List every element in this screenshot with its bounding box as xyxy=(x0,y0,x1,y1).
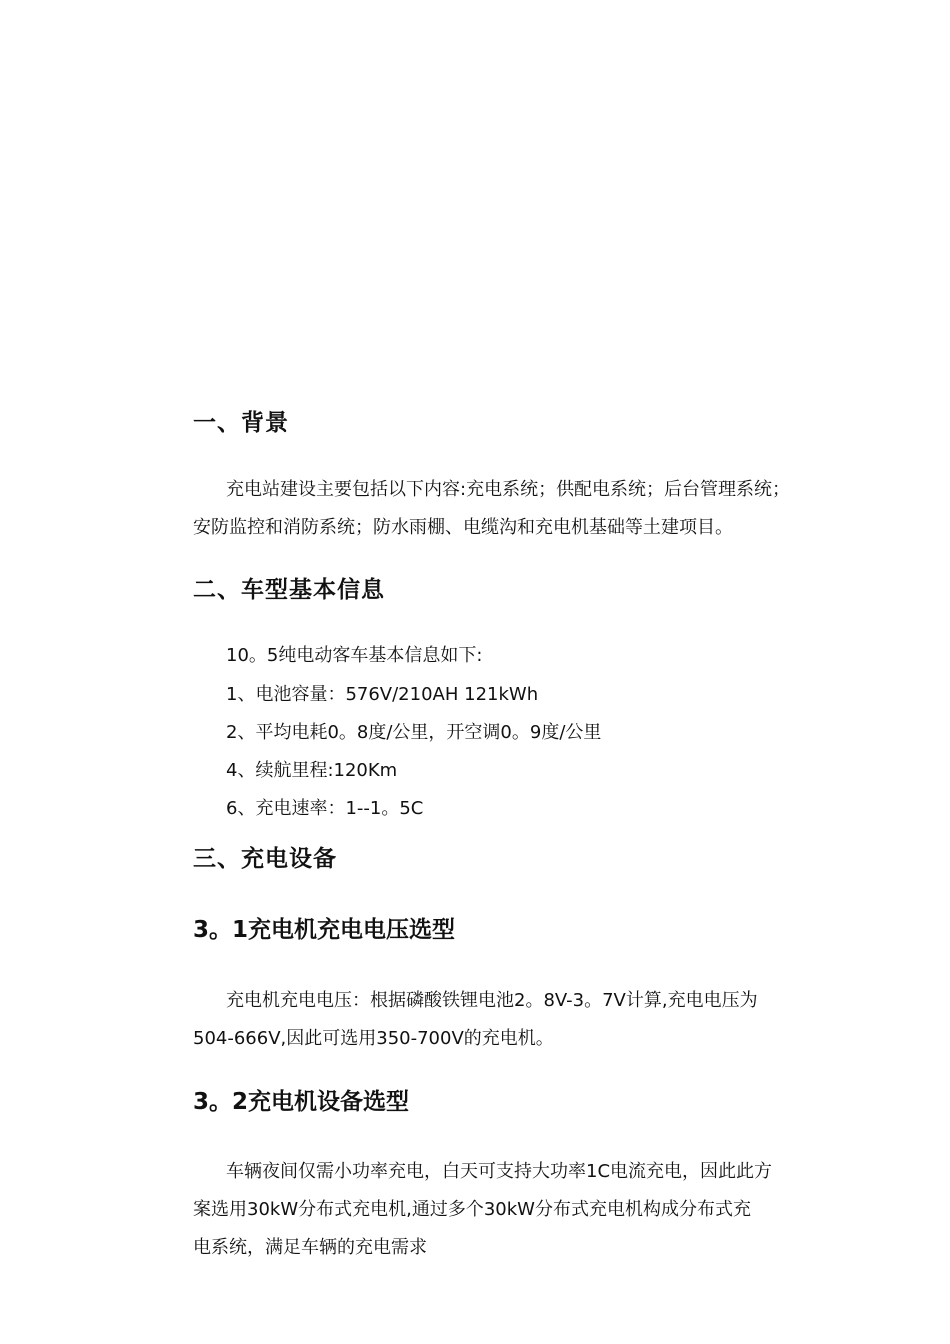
subsection-heading-voltage: 3。1充电机充电电压选型 xyxy=(193,917,456,943)
paragraph-line: 充电站建设主要包括以下内容:充电系统；供配电系统；后台管理系统； xyxy=(226,479,791,500)
list-item: 4、续航里程:120Km xyxy=(226,760,398,781)
paragraph-line: 案选用30kW分布式充电机,通过多个30kW分布式充电机构成分布式充 xyxy=(193,1199,751,1220)
section-heading-background: 一、背景 xyxy=(193,410,289,436)
paragraph-line: 电系统，满足车辆的充电需求 xyxy=(193,1237,427,1258)
paragraph-line: 车辆夜间仅需小功率充电，白天可支持大功率1C电流充电，因此此方 xyxy=(226,1161,773,1182)
list-item: 6、充电速率：1--1。5C xyxy=(226,798,424,819)
list-item: 1、电池容量：576V/210AH 121kWh xyxy=(226,684,539,705)
paragraph-line: 安防监控和消防系统；防水雨棚、电缆沟和充电机基础等土建项目。 xyxy=(193,517,733,538)
section-heading-charging-equipment: 三、充电设备 xyxy=(193,846,337,872)
vehicle-info-intro: 10。5纯电动客车基本信息如下: xyxy=(226,645,483,666)
list-item: 2、平均电耗0。8度/公里，开空调0。9度/公里 xyxy=(226,722,602,743)
paragraph-line: 504-666V,因此可选用350-700V的充电机。 xyxy=(193,1028,554,1049)
section-heading-vehicle-info: 二、车型基本信息 xyxy=(193,577,385,603)
paragraph-line: 充电机充电电压：根据磷酸铁锂电池2。8V-3。7V计算,充电电压为 xyxy=(226,990,758,1011)
subsection-heading-equipment: 3。2充电机设备选型 xyxy=(193,1089,410,1115)
